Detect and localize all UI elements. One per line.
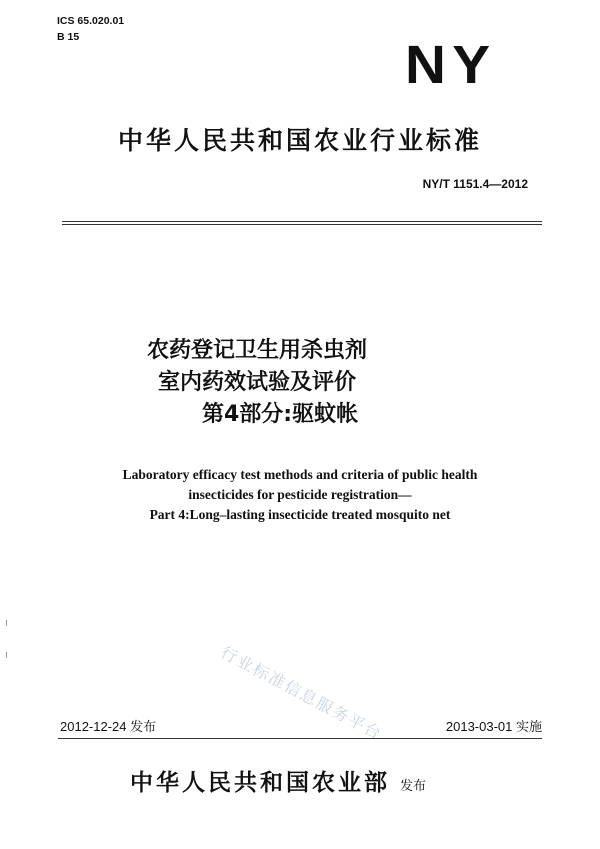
classification-block	[57, 13, 124, 45]
chinese-title-line: 室内药效试验及评价	[158, 370, 357, 395]
english-title-line: Part 4:Long–lasting insecticide treated mosquito net	[149, 507, 451, 522]
industry-standard-title: 中华人民共和国农业行业标准	[117, 126, 482, 155]
english-title	[0, 465, 600, 525]
standard-number: NY/T 1151.4—2012	[422, 177, 528, 191]
chinese-title-line: 第4部分:驱蚊帐	[202, 402, 359, 427]
margin-mark	[6, 620, 7, 626]
english-title-line: Laboratory efficacy test methods and criteria of public health	[122, 467, 478, 482]
english-title-line: insecticides for pesticide registration—	[188, 487, 412, 502]
ministry-name: 中华人民共和国农业部	[130, 770, 390, 796]
chinese-title	[0, 335, 600, 431]
watermark: 行业标准信息服务平台	[217, 642, 386, 744]
issuing-authority	[130, 764, 426, 797]
ics-code: ICS 65.020.01	[57, 15, 125, 27]
classification-code: B 15	[57, 31, 80, 43]
issue-date: 2012-12-24 发布	[60, 719, 157, 734]
footer-divider	[58, 738, 542, 739]
implementation-date: 2013-03-01 实施	[445, 719, 542, 734]
ny-logo: NY	[405, 35, 497, 95]
header-divider-secondary	[62, 224, 542, 225]
header-divider	[62, 221, 542, 222]
release-label: 发布	[400, 779, 427, 794]
margin-mark	[6, 652, 7, 658]
chinese-title-line: 农药登记卫生用杀虫剂	[147, 338, 368, 363]
